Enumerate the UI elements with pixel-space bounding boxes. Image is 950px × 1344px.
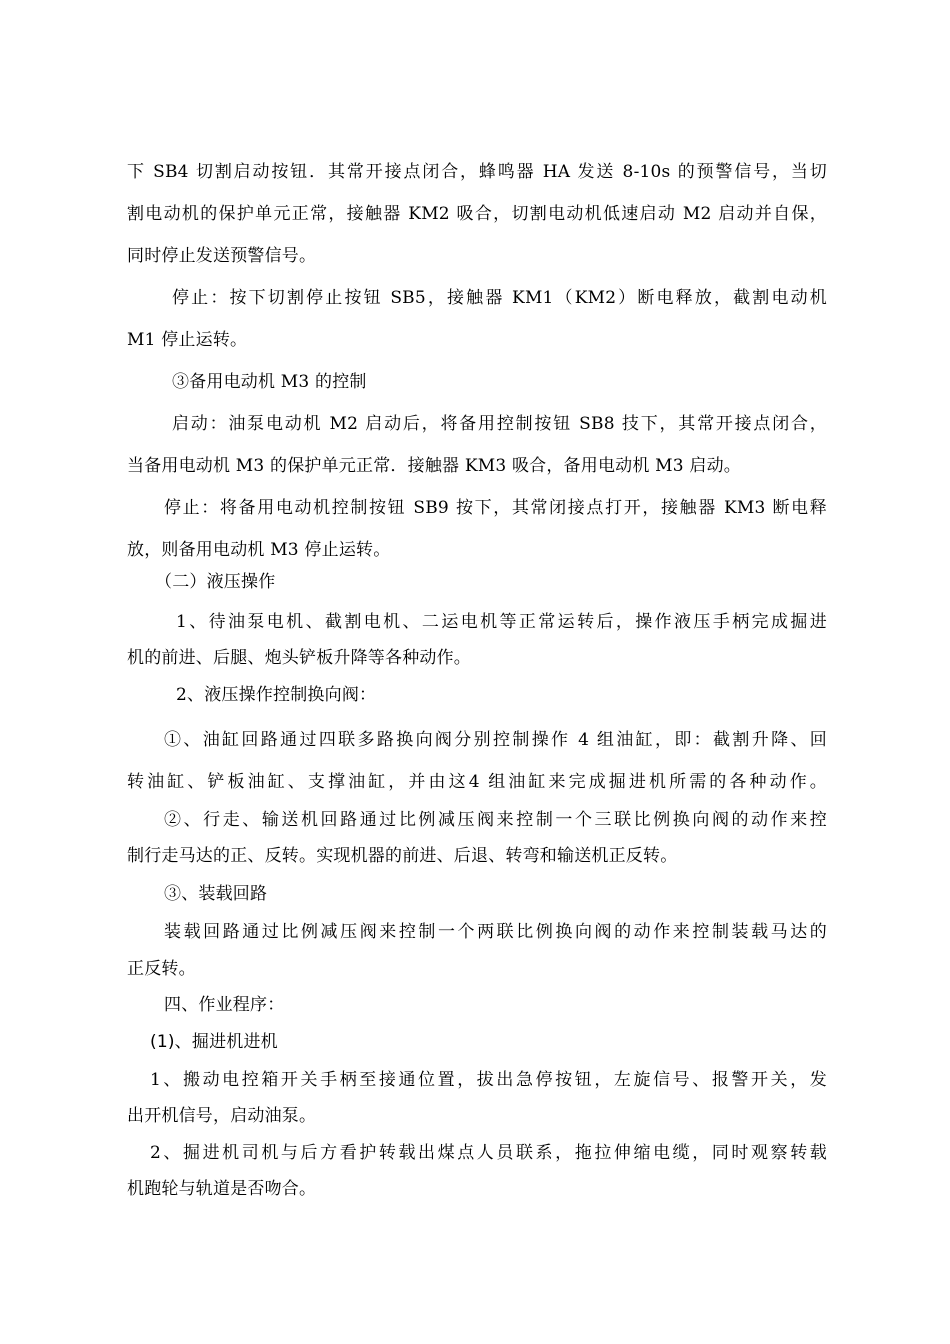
- section-heading-entry: (1)、掘进机进机: [150, 1032, 278, 1052]
- text-line-5: M1 停止运转。: [127, 330, 248, 350]
- text-line-10: 放，则备用电动机 M3 停止运转。: [127, 540, 391, 560]
- text-line-24: 1、搬动电控箱开关手柄至接通位置，拔出急停按钮，左旋信号、报警开关，发: [150, 1070, 827, 1090]
- text-line-12: 1、待油泵电机、截割电机、二运电机等正常运转后，操作液压手柄完成掘进: [176, 612, 827, 632]
- text-line-17: ②、行走、输送机回路通过比例减压阀来控制一个三联比例换向阀的动作来控: [164, 810, 827, 830]
- text-line-2: 割电动机的保护单元正常，接触器 KM2 吸合，切割电动机低速启动 M2 启动并自保，: [127, 204, 827, 224]
- text-line-1: 下 SB4 切割启动按钮．其常开接点闭合，蜂鸣器 HA 发送 8-10s 的预警信号，当切: [127, 162, 827, 182]
- text-line-14: 2、液压操作控制换向阀：: [176, 685, 377, 705]
- text-line-25: 出开机信号，启动油泵。: [127, 1106, 317, 1126]
- text-line-4: 停止：按下切割停止按钮 SB5，接触器 KM1（KM2）断电释放，截割电动机: [172, 288, 827, 308]
- section-heading-procedure: 四、作业程序：: [164, 995, 285, 1015]
- text-line-16: 转油缸、铲板油缸、支撑油缸，并由这4 组油缸来完成掘进机所需的各种动作。: [127, 772, 827, 792]
- text-line-3: 同时停止发送预警信号。: [127, 246, 317, 266]
- text-line-18: 制行走马达的正、反转。实现机器的前进、后退、转弯和输送机正反转。: [127, 846, 678, 866]
- text-line-9: 停止：将备用电动机控制按钮 SB9 按下，其常闭接点打开，接触器 KM3 断电释: [164, 498, 827, 518]
- text-line-15: ➀、油缸回路通过四联多路换向阀分别控制操作 4 组油缸，即：截割升降、回: [164, 730, 827, 750]
- text-line-8: 当备用电动机 M3 的保护单元正常．接触器 KM3 吸合，备用电动机 M3 启动。: [127, 456, 741, 476]
- text-line-27: 机跑轮与轨道是否吻合。: [127, 1179, 317, 1199]
- text-line-21: 正反转。: [127, 959, 196, 979]
- section-heading-hydraulic: （二）液压操作: [155, 572, 276, 592]
- section-heading-loading: ③、装载回路: [164, 884, 268, 904]
- text-line-13: 机的前进、后腿、炮头铲板升降等各种动作。: [127, 648, 471, 668]
- text-line-7: 启动：油泵电动机 M2 启动后，将备用控制按钮 SB8 技下，其常开接点闭合，: [172, 414, 827, 434]
- text-line-20: 装载回路通过比例减压阀来控制一个两联比例换向阀的动作来控制装载马达的: [164, 922, 827, 942]
- section-heading-m3: ③备用电动机 M3 的控制: [172, 372, 367, 392]
- text-line-26: 2、掘进机司机与后方看护转载出煤点人员联系，拖拉伸缩电缆，同时观察转载: [150, 1143, 827, 1163]
